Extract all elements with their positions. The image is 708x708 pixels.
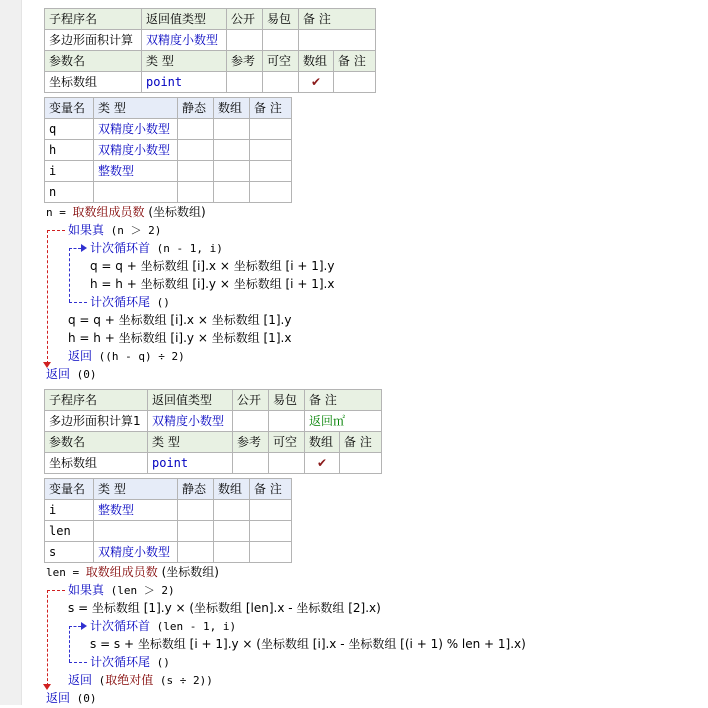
code-line[interactable]: h = h + 坐标数组 [i].y × 坐标数组 [1].x <box>68 331 292 345</box>
param-name-cell[interactable]: 坐标数组 <box>45 72 142 93</box>
param-note-cell[interactable] <box>340 453 382 474</box>
loop-line <box>69 626 81 627</box>
table-row <box>45 500 292 521</box>
code-line[interactable]: s = 坐标数组 [1].y × (坐标数组 [len].x - 坐标数组 [2].x) <box>68 601 381 615</box>
code-line[interactable] <box>68 581 175 599</box>
flow-line <box>47 590 65 591</box>
var-type-cell[interactable]: 双精度小数型 <box>94 140 178 161</box>
flow-arrow-icon <box>43 362 51 368</box>
keyword: 如果真 <box>68 223 105 237</box>
code-text: () <box>150 656 170 669</box>
loop-line <box>69 626 70 662</box>
param-nullable-cell[interactable] <box>269 453 305 474</box>
var-array-cell[interactable] <box>214 119 250 140</box>
code-line[interactable] <box>68 671 213 689</box>
code-line[interactable] <box>90 293 170 311</box>
table-row <box>45 521 292 542</box>
code-line[interactable] <box>46 365 97 383</box>
easy-package-header: 易包 <box>269 390 305 411</box>
keyword: 如果真 <box>68 583 105 597</box>
var-note-header: 备 注 <box>250 479 292 500</box>
var-name-cell[interactable]: i <box>45 500 94 521</box>
loop-arrow-icon <box>81 622 87 630</box>
code-line[interactable]: q = q + 坐标数组 [i].x × 坐标数组 [1].y <box>68 313 292 327</box>
var-name-cell[interactable]: s <box>45 542 94 563</box>
public-cell[interactable] <box>227 30 263 51</box>
var-type-cell[interactable]: 双精度小数型 <box>94 542 178 563</box>
code-text: ( <box>92 674 106 687</box>
sub-name-header: 子程序名 <box>45 390 148 411</box>
easy-package-header: 易包 <box>263 9 299 30</box>
var-name-cell[interactable]: i <box>45 161 94 182</box>
code-line[interactable] <box>68 347 185 365</box>
var-name-cell[interactable]: h <box>45 140 94 161</box>
param-name-cell[interactable]: 坐标数组 <box>45 453 148 474</box>
table-row <box>45 161 292 182</box>
var-array-cell[interactable] <box>214 500 250 521</box>
sub-name-cell[interactable]: 多边形面积计算1 <box>45 411 148 432</box>
sub1-vars-table <box>44 97 292 203</box>
code-text: (s ÷ 2)) <box>153 674 213 687</box>
param-type-cell[interactable]: point <box>142 72 227 93</box>
var-note-cell[interactable] <box>250 542 292 563</box>
var-name-cell[interactable]: q <box>45 119 94 140</box>
public-cell[interactable] <box>233 411 269 432</box>
var-type-cell[interactable] <box>94 182 178 203</box>
note-header: 备 注 <box>305 390 382 411</box>
param-name-header: 参数名 <box>45 432 148 453</box>
var-name-header: 变量名 <box>45 479 94 500</box>
sub1-header-table <box>44 8 376 51</box>
code-text: (len ＞ 2) <box>104 584 175 597</box>
sub2-param-table <box>44 431 382 474</box>
table-row <box>45 140 292 161</box>
code-text: ((h - q) ÷ 2) <box>92 350 185 363</box>
var-note-cell[interactable] <box>250 521 292 542</box>
var-static-header: 静态 <box>178 479 214 500</box>
var-array-cell[interactable] <box>214 521 250 542</box>
return-type-cell[interactable]: 双精度小数型 <box>142 30 227 51</box>
code-text: (坐标数组) <box>157 565 219 579</box>
var-note-cell[interactable] <box>250 119 292 140</box>
note-cell[interactable] <box>299 30 376 51</box>
param-ref-cell[interactable] <box>233 453 269 474</box>
var-name-cell[interactable]: n <box>45 182 94 203</box>
var-array-cell[interactable] <box>214 161 250 182</box>
code-text: (n - 1, i) <box>150 242 223 255</box>
param-array-check-icon[interactable]: ✔ <box>299 72 334 93</box>
keyword: 计次循环首 <box>90 619 151 633</box>
table-row <box>45 182 292 203</box>
code-text: () <box>150 296 170 309</box>
public-header: 公开 <box>233 390 269 411</box>
code-line[interactable]: s = s + 坐标数组 [i + 1].y × (坐标数组 [i].x - 坐标数组 [(i + 1) % len + 1].x) <box>90 637 526 651</box>
flow-line <box>47 590 48 686</box>
param-array-header: 数组 <box>305 432 340 453</box>
sub-name-cell[interactable]: 多边形面积计算 <box>45 30 142 51</box>
var-note-cell[interactable] <box>250 140 292 161</box>
note-header: 备 注 <box>299 9 376 30</box>
sub2-header-table <box>44 389 382 432</box>
loop-arrow-icon <box>81 244 87 252</box>
code-text: (坐标数组) <box>144 205 206 219</box>
var-static-cell[interactable] <box>178 521 214 542</box>
sub1-param-table <box>44 50 376 93</box>
param-nullable-cell[interactable] <box>263 72 299 93</box>
note-cell[interactable]: 返回㎡ <box>305 411 382 432</box>
var-type-cell[interactable]: 整数型 <box>94 500 178 521</box>
param-type-header: 类 型 <box>142 51 227 72</box>
return-type-header: 返回值类型 <box>142 9 227 30</box>
code-line[interactable] <box>46 203 206 221</box>
param-note-header: 备 注 <box>340 432 382 453</box>
param-ref-cell[interactable] <box>227 72 263 93</box>
var-array-header: 数组 <box>214 98 250 119</box>
var-static-cell[interactable] <box>178 182 214 203</box>
var-static-header: 静态 <box>178 98 214 119</box>
code-line[interactable]: h = h + 坐标数组 [i].y × 坐标数组 [i + 1].x <box>90 277 335 291</box>
var-type-header: 类 型 <box>94 479 178 500</box>
code-line[interactable] <box>68 221 161 239</box>
param-ref-header: 参考 <box>227 51 263 72</box>
loop-line <box>69 662 87 663</box>
keyword: 返回 <box>68 349 93 363</box>
code-line[interactable] <box>90 239 223 257</box>
sub-name-header: 子程序名 <box>45 9 142 30</box>
var-array-cell[interactable] <box>214 140 250 161</box>
var-name-cell[interactable]: len <box>45 521 94 542</box>
easy-package-cell[interactable] <box>269 411 305 432</box>
keyword: 计次循环尾 <box>90 655 151 669</box>
code-line[interactable] <box>90 653 170 671</box>
param-array-header: 数组 <box>299 51 334 72</box>
var-type-header: 类 型 <box>94 98 178 119</box>
var-note-header: 备 注 <box>250 98 292 119</box>
var-type-cell[interactable]: 整数型 <box>94 161 178 182</box>
public-header: 公开 <box>227 9 263 30</box>
param-nullable-header: 可空 <box>269 432 305 453</box>
easy-package-cell[interactable] <box>263 30 299 51</box>
param-ref-header: 参考 <box>233 432 269 453</box>
table-row <box>45 542 292 563</box>
loop-line <box>69 302 87 303</box>
return-type-header: 返回值类型 <box>148 390 233 411</box>
loop-line <box>69 248 81 249</box>
keyword: 计次循环尾 <box>90 295 151 309</box>
flow-line <box>47 230 65 231</box>
code-line[interactable]: q = q + 坐标数组 [i].x × 坐标数组 [i + 1].y <box>90 259 335 273</box>
var-static-cell[interactable] <box>178 500 214 521</box>
var-array-cell[interactable] <box>214 542 250 563</box>
param-type-cell[interactable]: point <box>148 453 233 474</box>
flow-arrow-icon <box>43 684 51 690</box>
code-text: (n ＞ 2) <box>104 224 162 237</box>
function-name: 取数组成员数 <box>72 205 145 219</box>
loop-line <box>69 248 70 302</box>
param-nullable-header: 可空 <box>263 51 299 72</box>
var-static-cell[interactable] <box>178 542 214 563</box>
flow-line <box>47 230 48 364</box>
var-type-cell[interactable] <box>94 521 178 542</box>
function-name: 取绝对值 <box>105 673 154 687</box>
code-line[interactable] <box>46 689 97 707</box>
var-static-cell[interactable] <box>178 119 214 140</box>
var-static-cell[interactable] <box>178 161 214 182</box>
keyword: 计次循环首 <box>90 241 151 255</box>
code-text: len = <box>46 566 86 579</box>
code-text: (0) <box>70 368 97 381</box>
keyword: 返回 <box>68 673 93 687</box>
code-text: (len - 1, i) <box>150 620 237 633</box>
sub2-vars-table <box>44 478 292 563</box>
code-line[interactable] <box>46 563 219 581</box>
code-text: n = <box>46 206 73 219</box>
param-note-cell[interactable] <box>334 72 376 93</box>
var-static-cell[interactable] <box>178 140 214 161</box>
var-note-cell[interactable] <box>250 161 292 182</box>
param-array-check-icon[interactable]: ✔ <box>305 453 340 474</box>
var-type-cell[interactable]: 双精度小数型 <box>94 119 178 140</box>
var-note-cell[interactable] <box>250 182 292 203</box>
code-text: (0) <box>70 692 97 705</box>
var-array-cell[interactable] <box>214 182 250 203</box>
var-array-header: 数组 <box>214 479 250 500</box>
function-name: 取数组成员数 <box>85 565 158 579</box>
var-name-header: 变量名 <box>45 98 94 119</box>
keyword: 返回 <box>46 691 71 705</box>
code-line[interactable] <box>90 617 236 635</box>
table-row <box>45 119 292 140</box>
param-note-header: 备 注 <box>334 51 376 72</box>
param-name-header: 参数名 <box>45 51 142 72</box>
keyword: 返回 <box>46 367 71 381</box>
param-type-header: 类 型 <box>148 432 233 453</box>
return-type-cell[interactable]: 双精度小数型 <box>148 411 233 432</box>
var-note-cell[interactable] <box>250 500 292 521</box>
